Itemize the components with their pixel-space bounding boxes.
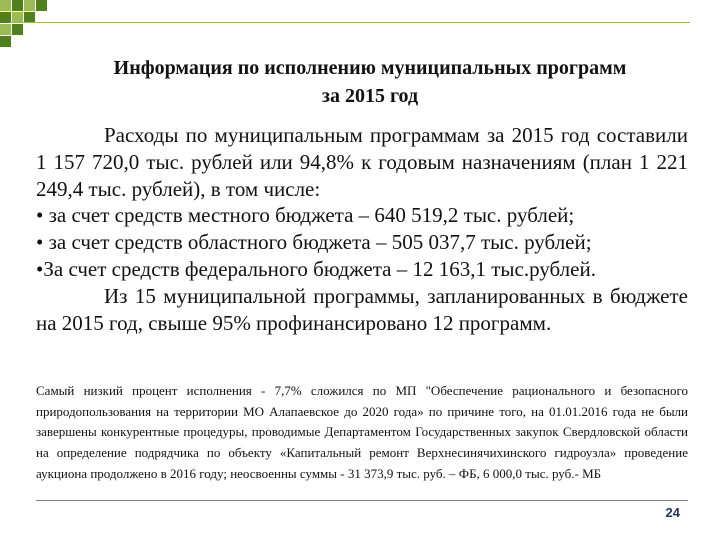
deco-square (0, 24, 11, 35)
footnote-lowest-execution: Самый низкий процент исполнения - 7,7% сложился по МП "Обеспечение рационального и безопасного природопользования на территории МО Алапаевское до 2020 года» по причине того, на 01.01.2016 года не были завершены конкурентные процедуры, проводимые Департаментом Государственных закупок Свердловской области на определение подрядчика по объекту «Капитальный ремонт Верхнесинячихинского гидроузла» проведение аукциона продолжено в 2016 году; неосвоенны суммы - 31 373,9 тыс. руб. – ФБ, 6 000,0 тыс. руб.- МБ (36, 383, 688, 481)
bullet-federal-budget: •За счет средств федерального бюджета – 12 163,1 тыс.рублей. (36, 256, 596, 281)
deco-square (12, 24, 23, 35)
decorative-header (0, 0, 720, 48)
paragraph-expenses: Расходы по муниципальным программам за 2015 год составили 1 157 720,0 тыс. рублей или 94,8% к годовым назначениям (план 1 221 249,4 тыс. рублей), в том числе: (36, 123, 688, 201)
title-line-2: за 2015 год (321, 85, 419, 107)
header-rule (10, 22, 690, 23)
footer-rule (36, 500, 688, 501)
deco-square (0, 0, 11, 11)
bullet-local-budget: • за счет средств местного бюджета – 640 519,2 тыс. рублей; (36, 203, 575, 228)
page-number: 24 (665, 505, 680, 520)
deco-square (36, 0, 47, 11)
paragraph-programs: Из 15 муниципальной программы, запланированных в бюджете на 2015 год, свыше 95% профинансировано 12 программ. (36, 283, 688, 335)
bullet-regional-budget: • за счет средств областного бюджета – 505 037,7 тыс. рублей; (36, 230, 592, 255)
deco-square (0, 36, 11, 47)
deco-square (12, 0, 23, 11)
page-title (40, 54, 700, 110)
main-text (36, 122, 688, 336)
deco-square (24, 0, 35, 11)
title-line-1: Информация по исполнению муниципальных программ (113, 57, 627, 79)
